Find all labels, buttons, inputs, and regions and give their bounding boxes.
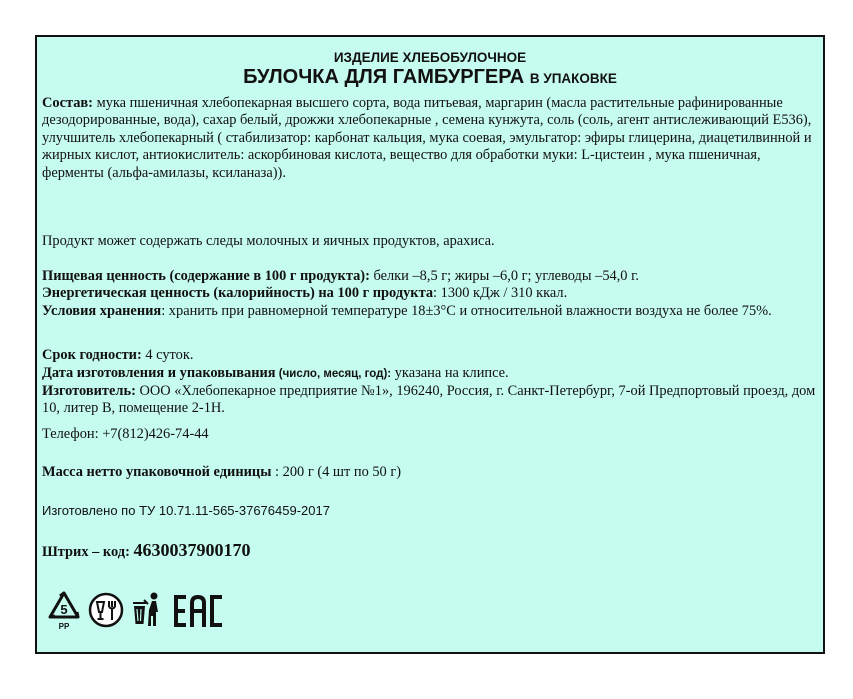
net-mass-info <box>42 464 822 481</box>
product-label <box>35 35 825 654</box>
recycle-pp-icon <box>44 587 84 635</box>
product-packaging: В УПАКОВКЕ <box>529 71 617 86</box>
storage-info <box>42 303 822 320</box>
allergen-warning: Продукт может содержать следы молочных и яичных продуктов, арахиса. <box>42 233 495 249</box>
manufacturer-label: Изготовитель: <box>42 383 136 399</box>
eac-mark-icon <box>172 593 232 629</box>
barcode-label: Штрих – код: <box>42 544 130 560</box>
barcode-info <box>42 542 822 561</box>
product-category: ИЗДЕЛИЕ ХЛЕБОБУЛОЧНОЕ <box>333 50 527 65</box>
energy-info <box>42 285 822 302</box>
manufacturer-text: ООО «Хлебопекарное предприятие №1», 196240, Россия, г. Санкт-Петербург, 7-ой Предпортовый проезд, дом 10, литер В, помещение 2-1Н. <box>42 383 816 417</box>
net-mass-text: : 200 г (4 шт по 50 г) <box>271 464 402 480</box>
nutrition-text: белки –8,5 г; жиры –6,0 г; углеводы –54,0 г. <box>369 268 639 284</box>
recycle-material: PP <box>58 622 70 631</box>
shelf-life-text: 4 суток. <box>141 347 194 363</box>
dispose-in-bin-icon <box>132 590 166 630</box>
net-mass-label: Масса нетто упаковочной единицы <box>42 464 272 480</box>
nutrition-label: Пищевая ценность (содержание в 100 г продукта): <box>42 268 370 284</box>
nutrition-info <box>42 268 822 285</box>
manufacturer-info <box>42 383 822 418</box>
energy-text: : 1300 кДж / 310 ккал. <box>433 285 568 301</box>
storage-label: Условия хранения <box>42 303 162 319</box>
barcode-number: 4630037900170 <box>133 540 251 560</box>
composition-label: Состав: <box>42 95 93 111</box>
production-date-sublabel: (число, месяц, год): <box>275 368 392 380</box>
product-title <box>37 66 823 90</box>
production-date-info <box>42 365 822 383</box>
shelf-life-info <box>42 347 822 364</box>
composition-text: мука пшеничная хлебопекарная высшего сорта, вода питьевая, маргарин (масла растительные рафинированные дезодорированные, вода), сахар белый, дрожжи хлебопекарные , семена кунжута, соль (соль, агент антислеживающий Е536), улучшитель хлебопекарный ( стабилизатор: карбонат кальция, мука соевая, эмульгатор: эфиры глицерина, диацетилвинной и жирных кислот, антиокислитель: аскорбиновая кислота, вещество для обработки муки: L-цистеин , мука пшеничная, ферменты (альфа-амилазы, ксиланаза)). <box>42 95 812 181</box>
production-date-text: указана на клипсе. <box>391 365 509 381</box>
food-safe-icon <box>88 592 124 628</box>
manufacturer-phone: Телефон: +7(812)426-74-44 <box>42 426 209 442</box>
production-date-label: Дата изготовления и упаковывания <box>42 365 276 381</box>
product-name: БУЛОЧКА ДЛЯ ГАМБУРГЕРА <box>243 66 525 88</box>
storage-text: : хранить при равномерной температуре 18±3°С и относительной влажности воздуха не более 75%. <box>161 303 772 319</box>
shelf-life-label: Срок годности: <box>42 347 142 363</box>
standard-reference: Изготовлено по ТУ 10.71.11-565-37676459-2017 <box>42 503 330 518</box>
packaging-icons <box>44 587 264 637</box>
composition-block <box>42 95 822 182</box>
recycle-number: 5 <box>60 602 68 617</box>
energy-label: Энергетическая ценность (калорийность) на 100 г продукта <box>42 285 434 301</box>
